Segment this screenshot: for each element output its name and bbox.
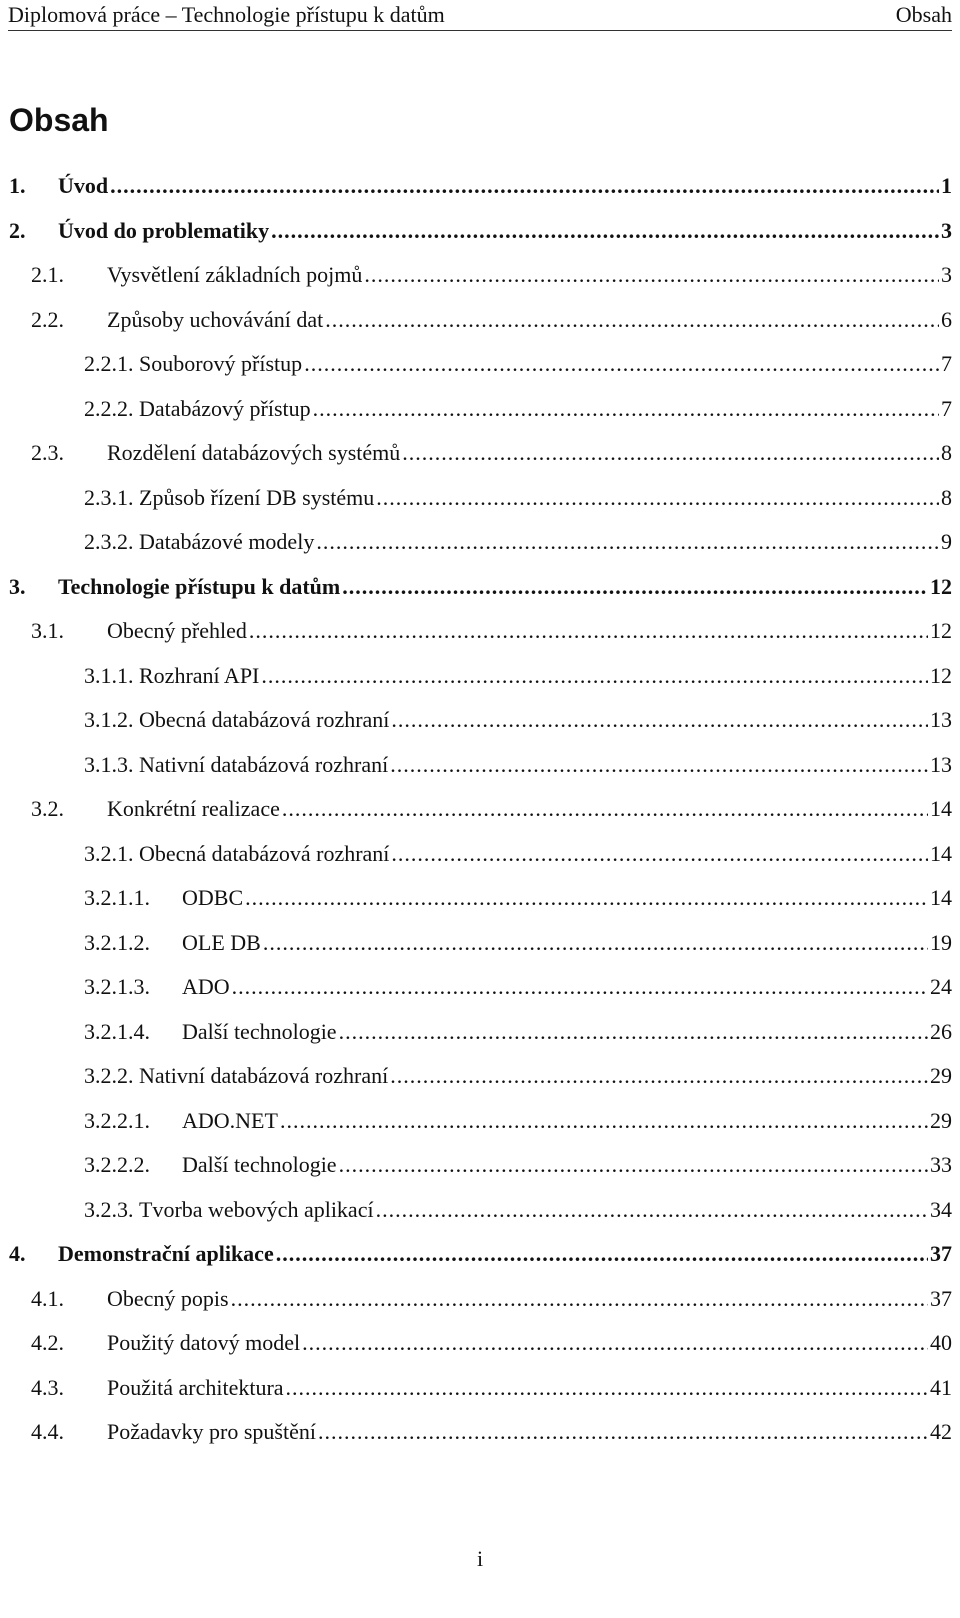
- toc-dot-leader: [249, 616, 928, 646]
- toc-entry[interactable]: [9, 253, 952, 298]
- toc-entry[interactable]: [9, 476, 952, 521]
- toc-entry-number: 3.: [9, 573, 26, 599]
- toc-entry-page: 9: [941, 529, 952, 554]
- toc-entry-line: [182, 928, 952, 958]
- toc-entry-number: 3.2.2.: [84, 1063, 134, 1088]
- toc-entry[interactable]: [9, 387, 952, 432]
- page-number: i: [476, 1546, 484, 1571]
- toc-entry[interactable]: [9, 565, 952, 610]
- toc-entry-title: Databázový přístup: [139, 395, 311, 421]
- toc-entry-title: Obecný popis: [107, 1285, 229, 1311]
- toc-entry-line: [139, 1061, 952, 1091]
- toc-entry-page: 12: [930, 618, 952, 643]
- toc-entry-title: OLE DB: [182, 929, 261, 955]
- toc-entry-page: 7: [941, 395, 952, 421]
- toc-entry-title: Nativní databázová rozhraní: [139, 751, 389, 777]
- toc-entry-title: Další technologie: [182, 1018, 337, 1044]
- toc-entry-title: Nativní databázová rozhraní: [139, 1063, 389, 1088]
- toc-dot-leader: [376, 1195, 928, 1225]
- toc-entry[interactable]: [9, 209, 952, 254]
- toc-entry-number: 2.2.2.: [84, 395, 134, 421]
- toc-entry-number: 3.2.2.2.: [84, 1152, 150, 1177]
- toc-entry-line: [139, 1195, 952, 1225]
- toc-entry-page: 42: [930, 1419, 952, 1444]
- toc-entry[interactable]: [9, 965, 952, 1010]
- table-of-contents: [9, 164, 952, 1455]
- toc-entry-line: [107, 1328, 952, 1358]
- toc-dot-leader: [276, 1239, 928, 1269]
- toc-entry-title: Rozdělení databázových systémů: [107, 440, 401, 465]
- toc-entry[interactable]: [9, 876, 952, 921]
- toc-entry-title: Úvod do problematiky: [58, 217, 270, 243]
- toc-entry-title: ADO: [182, 974, 230, 999]
- toc-entry-number: 3.2.: [31, 796, 64, 821]
- toc-entry-title: Použitý datový model: [107, 1330, 301, 1355]
- toc-entry-number: 3.2.1.4.: [84, 1018, 150, 1044]
- toc-entry-title: Obecný přehled: [107, 618, 247, 643]
- toc-entry-number: 4.4.: [31, 1419, 64, 1444]
- toc-entry[interactable]: [9, 698, 952, 743]
- toc-entry-page: 1: [941, 173, 952, 198]
- toc-entry-line: [58, 1239, 952, 1269]
- toc-entry-page: 14: [930, 840, 952, 866]
- toc-entry-title: Rozhraní API: [139, 662, 260, 688]
- toc-dot-leader: [231, 1284, 928, 1314]
- toc-entry-page: 14: [930, 885, 952, 910]
- toc-dot-leader: [110, 171, 939, 201]
- toc-entry-page: 8: [941, 440, 952, 465]
- toc-entry-page: 33: [930, 1152, 952, 1177]
- toc-entry-number: 3.2.2.1.: [84, 1107, 150, 1133]
- toc-entry-page: 12: [930, 662, 952, 688]
- toc-dot-leader: [364, 260, 939, 290]
- toc-entry-line: [107, 260, 952, 290]
- toc-dot-leader: [232, 972, 928, 1002]
- toc-entry-number: 3.1.2.: [84, 707, 134, 732]
- toc-dot-leader: [390, 750, 928, 780]
- toc-entry-page: 8: [941, 484, 952, 510]
- toc-entry-title: Demonstrační aplikace: [58, 1241, 274, 1266]
- toc-entry-number: 4.1.: [31, 1285, 64, 1311]
- toc-entry[interactable]: [9, 1143, 952, 1188]
- toc-entry-page: 3: [941, 217, 952, 243]
- toc-entry-number: 2.: [9, 217, 26, 243]
- toc-entry[interactable]: [9, 342, 952, 387]
- header-section-name: Obsah: [895, 2, 952, 27]
- toc-entry[interactable]: [9, 1321, 952, 1366]
- toc-entry[interactable]: [9, 609, 952, 654]
- toc-dot-leader: [391, 839, 928, 869]
- toc-entry-line: [182, 883, 952, 913]
- toc-entry-page: 29: [930, 1107, 952, 1133]
- toc-entry[interactable]: [9, 298, 952, 343]
- running-header: [8, 0, 952, 31]
- toc-entry-title: Technologie přístupu k datům: [58, 573, 341, 599]
- toc-entry[interactable]: [9, 1054, 952, 1099]
- toc-entry-line: [139, 750, 952, 780]
- toc-entry-number: 3.2.3.: [84, 1196, 134, 1222]
- toc-entry-line: [139, 527, 952, 557]
- toc-entry[interactable]: [9, 654, 952, 699]
- toc-entry-number: 4.2.: [31, 1330, 64, 1355]
- toc-dot-leader: [302, 1328, 928, 1358]
- toc-entry-title: Úvod: [58, 173, 109, 198]
- toc-entry[interactable]: [9, 1277, 952, 1322]
- toc-entry-number: 3.2.1.2.: [84, 929, 150, 955]
- toc-entry-page: 12: [930, 573, 952, 599]
- toc-entry-number: 3.2.1.: [84, 840, 134, 866]
- toc-dot-leader: [282, 794, 928, 824]
- toc-dot-leader: [280, 1106, 928, 1136]
- toc-entry-page: 14: [930, 796, 952, 821]
- toc-entry-line: [107, 1417, 952, 1447]
- toc-entry-title: Souborový přístup: [139, 351, 303, 376]
- toc-entry-title: Vysvětlení základních pojmů: [107, 262, 363, 287]
- toc-entry[interactable]: [9, 1366, 952, 1411]
- toc-entry-title: Způsoby uchovávání dat: [107, 306, 324, 332]
- toc-entry-number: 2.3.: [31, 440, 64, 465]
- toc-entry[interactable]: [9, 1099, 952, 1144]
- toc-entry[interactable]: [9, 1188, 952, 1233]
- toc-entry-line: [107, 305, 952, 335]
- toc-entry-page: 37: [930, 1285, 952, 1311]
- toc-entry-line: [58, 171, 952, 201]
- toc-dot-leader: [304, 349, 939, 379]
- toc-entry-title: ODBC: [182, 885, 244, 910]
- toc-dot-leader: [390, 1061, 928, 1091]
- toc-entry-line: [139, 349, 952, 379]
- toc-entry-number: 2.2.1.: [84, 351, 134, 376]
- toc-entry[interactable]: [9, 832, 952, 877]
- toc-entry-page: 6: [941, 306, 952, 332]
- toc-entry-page: 34: [930, 1196, 952, 1222]
- toc-dot-leader: [402, 438, 939, 468]
- toc-entry[interactable]: [9, 164, 952, 209]
- toc-entry-line: [182, 1150, 952, 1180]
- toc-entry-title: Obecná databázová rozhraní: [139, 840, 390, 866]
- toc-entry-number: 4.3.: [31, 1374, 64, 1400]
- toc-entry-title: Způsob řízení DB systému: [139, 484, 375, 510]
- toc-entry-title: Tvorba webových aplikací: [139, 1196, 374, 1222]
- toc-entry-line: [139, 483, 952, 513]
- toc-entry-page: 3: [941, 262, 952, 287]
- toc-entry[interactable]: [9, 431, 952, 476]
- toc-entry-number: 2.2.: [31, 306, 64, 332]
- toc-entry-line: [139, 661, 952, 691]
- toc-entry-title: Požadavky pro spuštění: [107, 1419, 316, 1444]
- toc-dot-leader: [261, 661, 928, 691]
- toc-entry-line: [107, 794, 952, 824]
- toc-dot-leader: [376, 483, 939, 513]
- toc-entry-line: [107, 616, 952, 646]
- toc-entry-title: Konkrétní realizace: [107, 796, 280, 821]
- toc-entry-line: [107, 1284, 952, 1314]
- toc-entry[interactable]: [9, 1010, 952, 1055]
- toc-entry-number: 3.1.3.: [84, 751, 134, 777]
- toc-entry-line: [139, 705, 952, 735]
- toc-dot-leader: [325, 305, 939, 335]
- toc-entry[interactable]: [9, 743, 952, 788]
- toc-dot-leader: [245, 883, 928, 913]
- toc-entry-page: 7: [941, 351, 952, 376]
- toc-entry-page: 13: [930, 751, 952, 777]
- toc-entry-page: 13: [930, 707, 952, 732]
- toc-entry-title: Další technologie: [182, 1152, 337, 1177]
- toc-entry-line: [58, 572, 952, 602]
- toc-entry-line: [182, 1017, 952, 1047]
- toc-entry-number: 3.1.: [31, 618, 64, 643]
- toc-dot-leader: [286, 1373, 928, 1403]
- toc-entry-page: 19: [930, 929, 952, 955]
- toc-entry-page: 40: [930, 1330, 952, 1355]
- toc-entry[interactable]: [9, 520, 952, 565]
- toc-entry-line: [182, 972, 952, 1002]
- toc-entry[interactable]: [9, 921, 952, 966]
- toc-dot-leader: [313, 394, 939, 424]
- toc-entry-title: Použitá architektura: [107, 1374, 284, 1400]
- toc-entry-number: 3.1.1.: [84, 662, 134, 688]
- toc-entry-title: Databázové modely: [139, 529, 315, 554]
- toc-entry-title: Obecná databázová rozhraní: [139, 707, 390, 732]
- toc-entry-line: [182, 1106, 952, 1136]
- toc-entry-number: 4.: [9, 1241, 26, 1266]
- toc-dot-leader: [271, 216, 939, 246]
- toc-entry-page: 24: [930, 974, 952, 999]
- toc-entry-line: [107, 1373, 952, 1403]
- toc-entry-line: [139, 839, 952, 869]
- toc-entry[interactable]: [9, 787, 952, 832]
- page-title: Obsah: [9, 102, 109, 138]
- header-document-title: Diplomová práce – Technologie přístupu k datům: [8, 2, 445, 27]
- toc-dot-leader: [339, 1150, 928, 1180]
- toc-dot-leader: [339, 1017, 928, 1047]
- toc-entry-number: 3.2.1.3.: [84, 974, 150, 999]
- toc-entry-line: [107, 438, 952, 468]
- toc-entry-number: 2.3.2.: [84, 529, 134, 554]
- toc-dot-leader: [263, 928, 928, 958]
- toc-entry-number: 2.3.1.: [84, 484, 134, 510]
- toc-dot-leader: [342, 572, 928, 602]
- toc-entry-title: ADO.NET: [182, 1107, 278, 1133]
- toc-entry-page: 26: [930, 1018, 952, 1044]
- toc-entry-page: 41: [930, 1374, 952, 1400]
- toc-entry-page: 37: [930, 1241, 952, 1266]
- toc-entry-line: [139, 394, 952, 424]
- toc-entry-number: 2.1.: [31, 262, 64, 287]
- toc-dot-leader: [391, 705, 928, 735]
- toc-entry[interactable]: [9, 1410, 952, 1455]
- toc-entry[interactable]: [9, 1232, 952, 1277]
- toc-entry-page: 29: [930, 1063, 952, 1088]
- toc-entry-number: 1.: [9, 173, 26, 198]
- toc-dot-leader: [316, 527, 939, 557]
- toc-entry-line: [58, 216, 952, 246]
- toc-entry-number: 3.2.1.1.: [84, 885, 150, 910]
- toc-dot-leader: [318, 1417, 928, 1447]
